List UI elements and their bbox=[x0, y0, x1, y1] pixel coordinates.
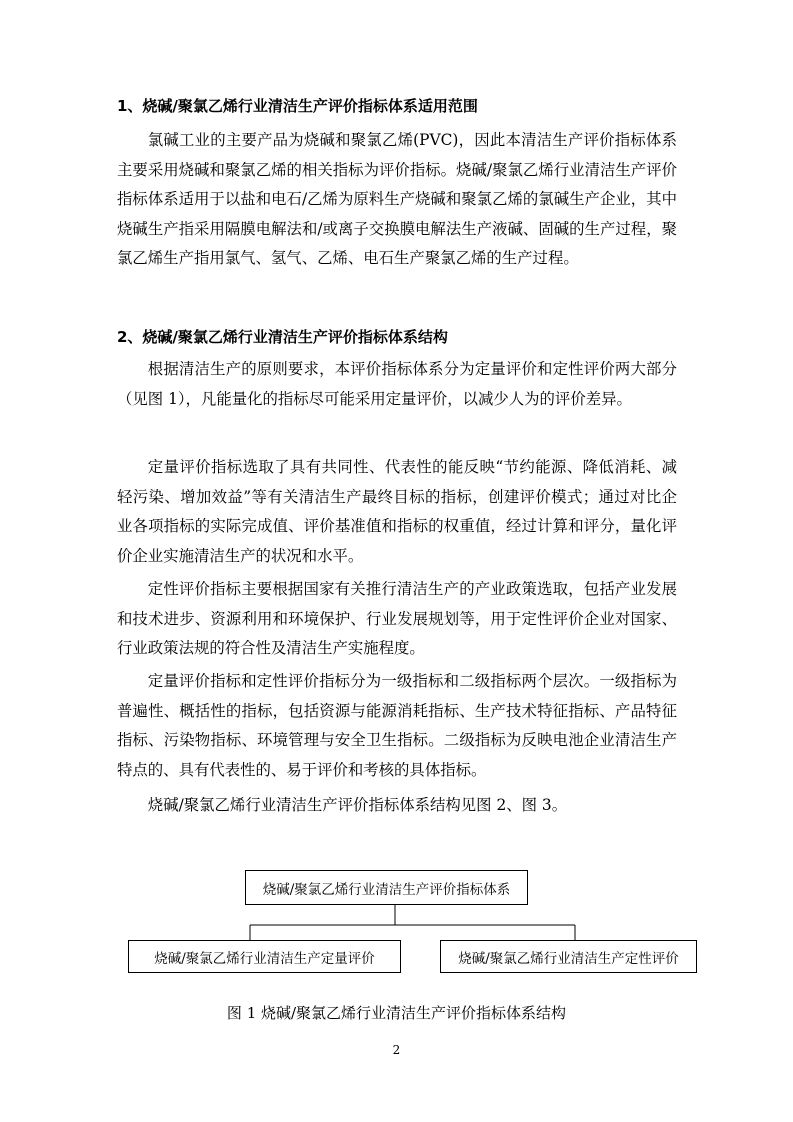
section-2-paragraph-4: 定量评价指标和定性评价指标分为一级指标和二级指标两个层次。一级指标为普遍性、概括性的指标，包括资源与能源消耗指标、生产技术特征指标、产品特征指标、污染物指标、环境管理与安全卫生指标。二级指标为反映电池企业清洁生产特点的、具有代表性的、易于评价和考核的具体指标。 bbox=[117, 672, 677, 779]
section-1-heading: 1、烧碱/聚氯乙烯行业清洁生产评价指标体系适用范围 bbox=[117, 97, 478, 115]
page-number: 2 bbox=[392, 1043, 401, 1057]
diagram-root-node: 烧碱/聚氯乙烯行业清洁生产评价指标体系 bbox=[245, 870, 528, 905]
section-2-paragraph-1: 根据清洁生产的原则要求，本评价指标体系分为定量评价和定性评价两大部分（见图 1），凡能量化的指标尽可能采用定量评价，以减少人为的评价差异。 bbox=[117, 360, 677, 408]
section-2-paragraph-2: 定量评价指标选取了具有共同性、代表性的能反映“节约能源、降低消耗、减轻污染、增加效益”等有关清洁生产最终目标的指标，创建评价模式；通过对比企业各项指标的实际完成值、评价基准值和指标的权重值，经过计算和评分，量化评价企业实施清洁生产的状况和水平。 bbox=[117, 458, 677, 565]
section-2-paragraph-5: 烧碱/聚氯乙烯行业清洁生产评价指标体系结构见图 2、图 3。 bbox=[147, 796, 568, 814]
figure-1-caption: 图 1 烧碱/聚氯乙烯行业清洁生产评价指标体系结构 bbox=[226, 1004, 567, 1022]
diagram-qualitative-node: 烧碱/聚氯乙烯行业清洁生产定性评价 bbox=[440, 940, 697, 973]
section-2-paragraph-3: 定性评价指标主要根据国家有关推行清洁生产的产业政策选取，包括产业发展和技术进步、资源利用和环境保护、行业发展规划等，用于定性评价企业对国家、行业政策法规的符合性及清洁生产实施程度。 bbox=[117, 580, 677, 657]
diagram-quantitative-node: 烧碱/聚氯乙烯行业清洁生产定量评价 bbox=[128, 940, 401, 973]
section-1-paragraph: 氯碱工业的主要产品为烧碱和聚氯乙烯(PVC)，因此本清洁生产评价指标体系主要采用烧碱和聚氯乙烯的相关指标为评价指标。烧碱/聚氯乙烯行业清洁生产评价指标体系适用于以盐和电石/乙烯为原料生产烧碱和聚氯乙烯的氯碱生产企业，其中烧碱生产指采用隔膜电解法和/或离子交换膜电解法生产液碱、固碱的生产过程，聚氯乙烯生产指用氯气、氢气、乙烯、电石生产聚氯乙烯的生产过程。 bbox=[117, 131, 677, 267]
section-2-heading: 2、烧碱/聚氯乙烯行业清洁生产评价指标体系结构 bbox=[117, 328, 448, 346]
